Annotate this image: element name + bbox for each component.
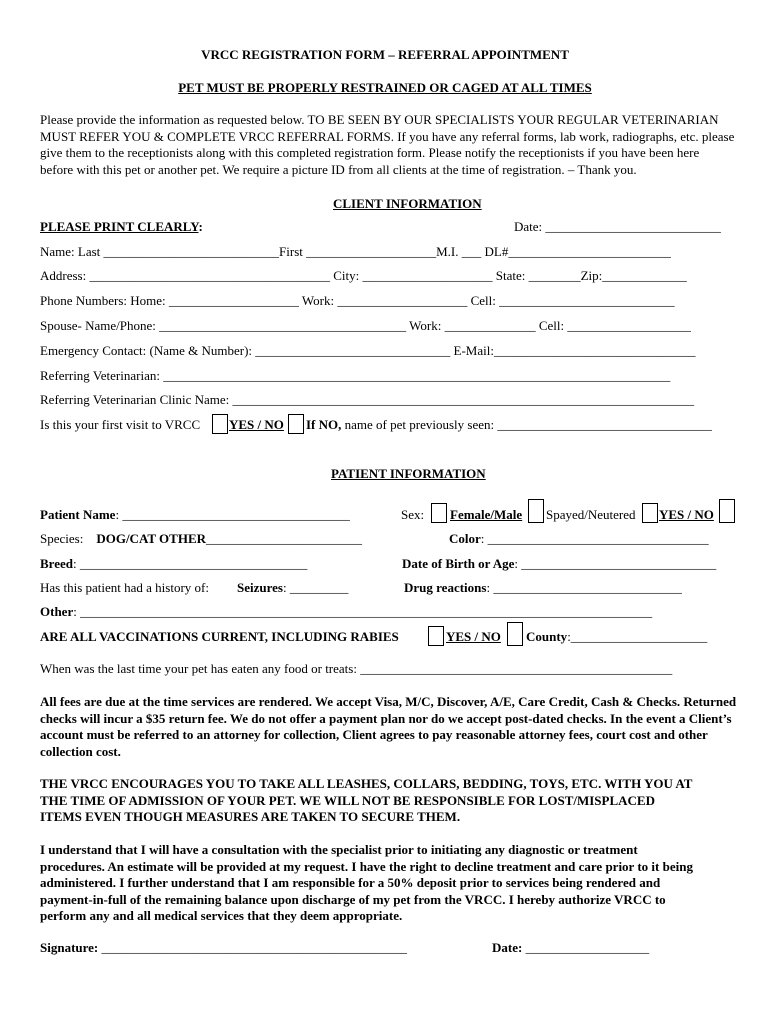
patient-name-field[interactable] <box>40 507 350 523</box>
species-field[interactable] <box>40 531 362 547</box>
fees-policy: All fees are due at the time services are rendered. We accept Visa, M/C, Discover, A/E, Care Credit, Cash & Checks. Returned checks will incur a $35 return fee. We do not offer a payment plan nor do we accept post-dated checks. In the event a Client’s account must be referred to an attorney for collection, Client agrees to pay reasonable attorney fees, court cost and other collection cost. <box>40 694 737 759</box>
county-label: County <box>526 629 568 644</box>
referring-vet-field[interactable]: Referring Veterinarian: ______________________________________________________________________________ <box>40 368 671 383</box>
if-no-label: If NO, <box>306 417 342 432</box>
signature-label: Signature: <box>40 940 102 955</box>
referring-clinic-field[interactable]: Referring Veterinarian Clinic Name: _______________________________________________________________________ <box>40 392 695 407</box>
spayed-options: YES / NO <box>659 507 714 522</box>
history-label: Has this patient had a history of: <box>40 580 209 595</box>
signature-field[interactable] <box>40 940 407 956</box>
emergency-contact-field-row[interactable]: Emergency Contact: (Name & Number): ______________________________ E-Mail:_______________________________ <box>40 343 696 358</box>
client-date-field[interactable]: Date: ___________________________ <box>514 219 721 234</box>
patient-name-blank: : ___________________________________ <box>115 507 350 522</box>
name-field-row[interactable]: Name: Last ___________________________First ____________________M.I. ___ DL#_________________________ <box>40 244 671 259</box>
vaccination-question: ARE ALL VACCINATIONS CURRENT, INCLUDING RABIES <box>40 629 399 644</box>
spayed-no-checkbox[interactable] <box>719 499 735 523</box>
species-label: Species: <box>40 531 84 546</box>
county-field[interactable] <box>526 629 707 645</box>
first-visit-question: Is this your first visit to VRCC <box>40 417 201 432</box>
breed-label: Breed <box>40 556 73 571</box>
sex-label: Sex: <box>401 507 425 522</box>
seizures-label: Seizures <box>237 580 283 595</box>
first-visit-yes-checkbox[interactable] <box>212 414 228 434</box>
other-label: Other <box>40 604 74 619</box>
print-clearly-label <box>40 219 203 235</box>
breed-blank: : ___________________________________ <box>72 556 308 571</box>
drug-reactions-label: Drug reactions <box>404 580 487 595</box>
patient-name-label: Patient Name <box>40 507 116 522</box>
spouse-field-row[interactable]: Spouse- Name/Phone: ______________________________________ Work: ______________ Cell: ___________________ <box>40 318 691 333</box>
dob-field[interactable] <box>402 556 716 572</box>
first-visit-options: YES / NO <box>229 417 284 432</box>
other-blank: : ________________________________________________________________________________________ <box>73 604 653 619</box>
color-field[interactable] <box>449 531 709 547</box>
signature-date-label: Date: <box>492 940 526 955</box>
belongings-policy: THE VRCC ENCOURAGES YOU TO TAKE ALL LEASHES, COLLARS, BEDDING, TOYS, ETC. WITH YOU AT THE TIME OF ADMISSION OF YOUR PET. WE WILL NOT BE RESPONSIBLE FOR LOST/MISPLACED ITEMS EVEN THOUGH MEASURES ARE TAKEN TO SECURE THEM. <box>40 776 693 824</box>
sex-options: Female/Male <box>450 507 523 522</box>
other-field[interactable] <box>40 604 652 620</box>
last-meal-field[interactable]: When was the last time your pet has eaten any food or treats: ________________________________________________ <box>40 661 673 676</box>
address-field-row[interactable]: Address: _____________________________________ City: ____________________ State: ________Zip:_____________ <box>40 268 687 283</box>
sex-male-checkbox[interactable] <box>528 499 544 523</box>
signature-blank: _______________________________________________ <box>101 940 408 955</box>
client-section-title: CLIENT INFORMATION <box>333 196 482 211</box>
intro-paragraph: Please provide the information as requested below. TO BE SEEN BY OUR SPECIALISTS YOUR REGULAR VETERINARIAN MUST REFER YOU & COMPLETE VRCC REFERRAL FORMS. If you have any referral forms, lab work, radiographs, etc. please give them to the receptionists along with this completed registration form. Please notify the receptionists if you have been here before with this pet or another pet. We require a picture ID from all clients at the time of registration. – Thank you. <box>40 112 735 177</box>
county-blank: :_____________________ <box>567 629 708 644</box>
form-title: VRCC REGISTRATION FORM – REFERRAL APPOINTMENT <box>201 47 569 62</box>
spayed-label: Spayed/Neutered <box>546 507 636 522</box>
color-blank: : __________________________________ <box>480 531 709 546</box>
dob-blank: : ______________________________ <box>514 556 717 571</box>
species-options: DOG/CAT OTHER <box>96 531 207 546</box>
seizures-field[interactable] <box>237 580 348 596</box>
restraint-warning: PET MUST BE PROPERLY RESTRAINED OR CAGED AT ALL TIMES <box>178 80 592 95</box>
print-clearly-text: PLEASE PRINT CLEARLY <box>40 219 199 234</box>
consent-statement: I understand that I will have a consultation with the specialist prior to initiating any diagnostic or treatment procedures. An estimate will be provided at my request. I have the right to decline treatment and care prior to it being administered. I further understand that I am responsible for a 50% deposit prior to services being rendered and payment-in-full of the remaining balance upon discharge of my pet from the VRCC. I hereby authorize VRCC to perform any and all medical services that they deem appropriate. <box>40 842 693 923</box>
previous-pet-blank: name of pet previously seen: _________________________________ <box>341 417 712 432</box>
vaccination-no-checkbox[interactable] <box>507 622 523 646</box>
signature-date-field[interactable] <box>492 940 649 956</box>
patient-section-title: PATIENT INFORMATION <box>331 466 486 481</box>
seizures-blank: : _________ <box>282 580 349 595</box>
dob-label: Date of Birth or Age <box>402 556 515 571</box>
vaccination-yes-checkbox[interactable] <box>428 626 444 646</box>
spayed-yes-checkbox[interactable] <box>642 503 658 523</box>
drug-reactions-field[interactable] <box>404 580 682 596</box>
color-label: Color <box>449 531 481 546</box>
first-visit-no-checkbox[interactable] <box>288 414 304 434</box>
print-clearly-colon: : <box>198 219 203 234</box>
phone-field-row[interactable]: Phone Numbers: Home: ____________________ Work: ____________________ Cell: ___________________________ <box>40 293 675 308</box>
sex-female-checkbox[interactable] <box>431 503 447 523</box>
drug-reactions-blank: : _____________________________ <box>486 580 682 595</box>
previous-pet-field[interactable] <box>306 417 712 433</box>
signature-date-blank: ___________________ <box>525 940 650 955</box>
breed-field[interactable] <box>40 556 307 572</box>
vaccination-options: YES / NO <box>446 629 501 644</box>
species-blank: ________________________ <box>206 531 363 546</box>
